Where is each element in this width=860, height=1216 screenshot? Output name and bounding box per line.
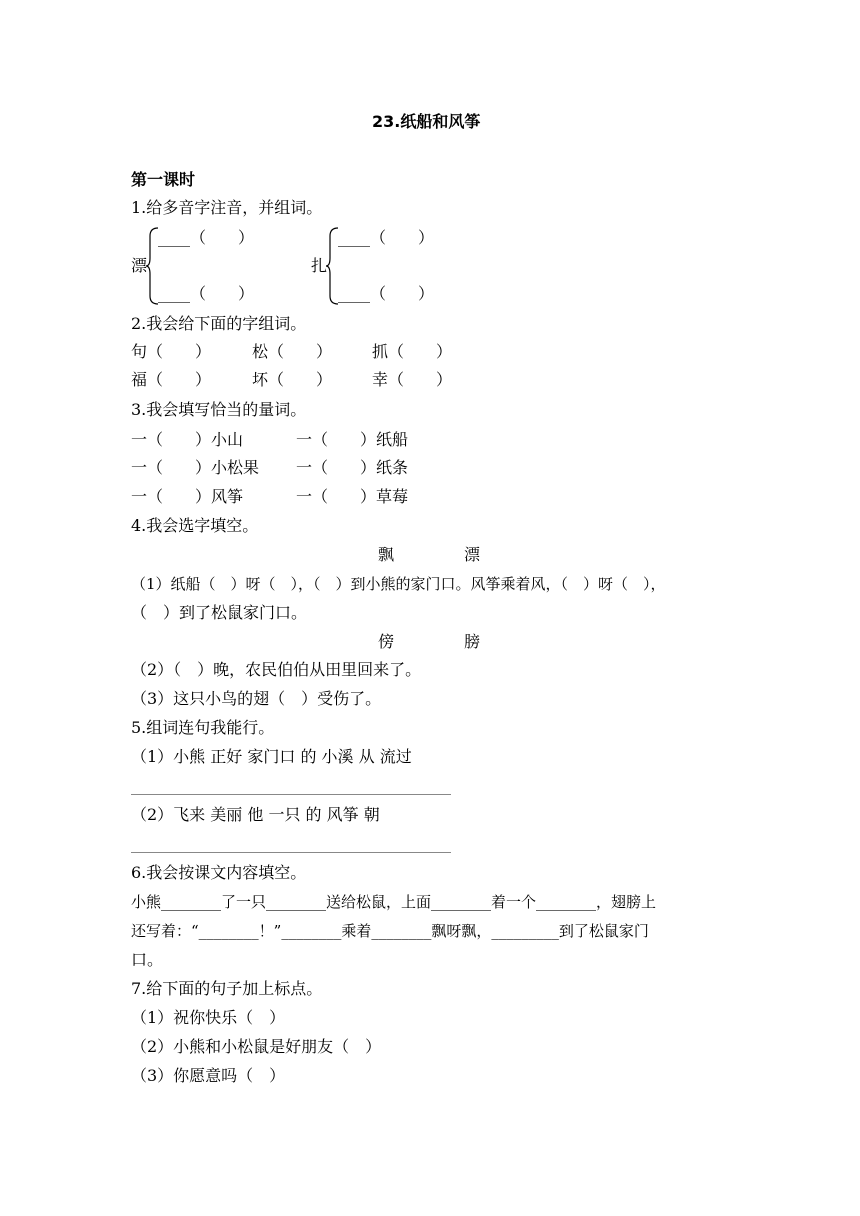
q3-item: 一（ ）草莓: [296, 487, 409, 506]
lesson-label: 第一课时: [131, 170, 196, 189]
q3-item: 一（ ）纸条: [296, 458, 409, 477]
left-brace-1: [146, 228, 158, 304]
q1-blank-1a: ____（ ）: [158, 228, 255, 247]
q6-line-3: 口。: [131, 950, 164, 969]
q3-item: 一（ ）小山: [131, 430, 244, 449]
q2-item: 福（ ）: [131, 370, 212, 389]
q7-sentence-3: （3）你愿意吗（ ）: [131, 1066, 286, 1085]
q7-sentence-1: （1）祝你快乐（ ）: [131, 1008, 286, 1027]
q4-sentence-2: （2）（ ）晚，农民伯伯从田里回来了。: [131, 660, 422, 679]
q2-item: 幸（ ）: [372, 370, 453, 389]
q4-sentence-1-line-1: （1）纸船（ ）呀（ ），（ ）到小熊的家门口。风筝乘着风，（ ）呀（ ），: [131, 575, 666, 593]
q2-item: 抓（ ）: [372, 342, 453, 361]
q1-char-zha: 扎: [311, 256, 328, 275]
q5-answer-line-1: [131, 794, 451, 795]
q7-sentence-2: （2）小熊和小松鼠是好朋友（ ）: [131, 1037, 382, 1056]
q6-heading: 6.我会按课文内容填空。: [131, 863, 307, 882]
q4-option: 漂: [464, 545, 481, 564]
q4-option: 飘: [378, 545, 395, 564]
q3-item: 一（ ）纸船: [296, 430, 409, 449]
q3-item: 一（ ）风筝: [131, 487, 244, 506]
q1-heading: 1.给多音字注音，并组词。: [131, 198, 323, 217]
q3-item: 一（ ）小松果: [131, 458, 260, 477]
q1-char-piao: 漂: [131, 256, 148, 275]
q4-sentence-1-line-2: （ ）到了松鼠家门口。: [131, 603, 308, 622]
left-brace-2: [326, 228, 338, 304]
q5-answer-line-2: [131, 852, 451, 853]
q3-heading: 3.我会填写恰当的量词。: [131, 400, 307, 419]
q4-sentence-3: （3）这只小鸟的翅（ ）受伤了。: [131, 689, 382, 708]
page-title: 23.纸船和风筝: [372, 112, 481, 131]
q1-blank-1b: ____（ ）: [158, 284, 255, 303]
q1-blank-2b: ____（ ）: [338, 284, 435, 303]
q4-option: 膀: [464, 632, 481, 651]
q1-blank-2a: ____（ ）: [338, 228, 435, 247]
q5-heading: 5.组词连句我能行。: [131, 718, 275, 737]
q2-item: 坏（ ）: [252, 370, 333, 389]
q6-line-2: 还写着：“________！”________乘着________飘呀飘，_________到了松鼠家门: [131, 922, 649, 940]
q4-option: 傍: [378, 632, 395, 651]
q4-heading: 4.我会选字填空。: [131, 516, 259, 535]
q2-heading: 2.我会给下面的字组词。: [131, 314, 307, 333]
q5-sentence-1: （1）小熊 正好 家门口 的 小溪 从 流过: [131, 747, 412, 766]
q6-line-1: 小熊________了一只________送给松鼠，上面________着一个________，翅膀上: [131, 893, 657, 911]
q7-heading: 7.给下面的句子加上标点。: [131, 979, 323, 998]
q2-item: 句（ ）: [131, 342, 212, 361]
q2-item: 松（ ）: [252, 342, 333, 361]
q5-sentence-2: （2）飞来 美丽 他 一只 的 风筝 朝: [131, 805, 380, 824]
